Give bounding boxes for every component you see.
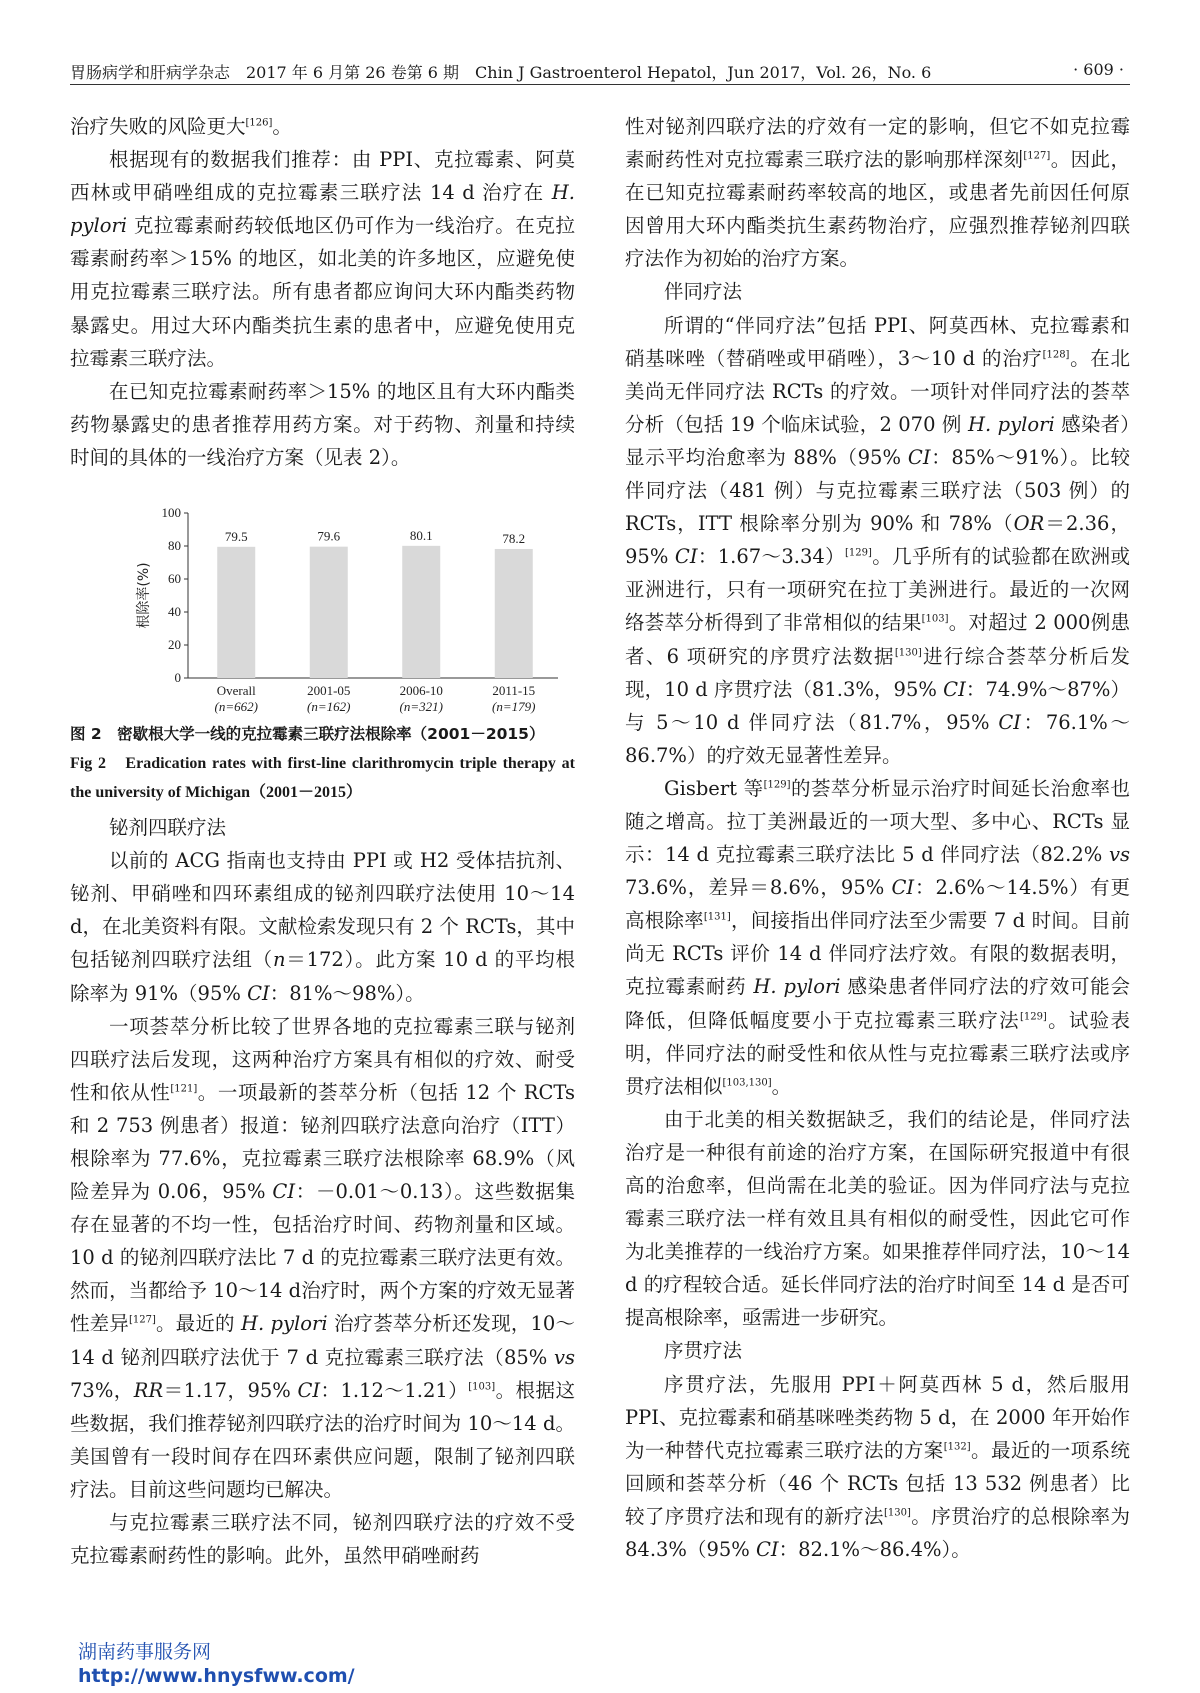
paragraph: 与克拉霉素三联疗法不同，铋剂四联疗法的疗效不受克拉霉素耐药性的影响。此外，虽然甲硝唑耐药: [70, 1511, 575, 1568]
y-tick-label: 80: [168, 538, 181, 554]
watermark-url[interactable]: http://www.hnysfww.com/: [78, 1665, 355, 1687]
section-heading: 序贯疗法: [664, 1339, 743, 1363]
bar: [495, 549, 533, 678]
section-heading: 铋剂四联疗法: [109, 816, 227, 840]
x-tick-sublabel: (n=162): [307, 699, 351, 715]
watermark: [78, 1640, 355, 1688]
paragraph: 治疗失败的风险更大[126]。: [70, 115, 292, 138]
bar: [402, 546, 440, 678]
watermark-name: 湖南药事服务网: [78, 1641, 212, 1663]
y-tick-label: 40: [168, 604, 181, 620]
paragraph: 所谓的“伴同疗法”包括 PPI、阿莫西林、克拉霉素和硝基咪唑（替硝唑或甲硝唑），3～10 d 的治疗[128]。在北美尚无伴同疗法 RCTs 的疗效。一项针对伴同疗法的荟萃分析（包括 19 个临床试验，2 070 例 H. pylori 感染者）显示平均治愈率为 88%（95% CI：85%～91%）。比较伴同疗法（481 例）与克拉霉素三联疗法（503 例）的 RCTs，ITT 根除率分别为 90% 和 78%（OR＝2.36，95% CI：1.67～3.34）[129]。几乎所有的试验都在欧洲或亚洲进行，只有一项研究在拉丁美洲进行。最近的一次网络荟萃分析得到了非常相似的结果[103]。对超过 2 000例患者、6 项研究的序贯疗法数据[130]进行综合荟萃分析后发现，10 d 序贯疗法（81.3%，95% CI：74.9%～87%）与 5～10 d 伴同疗法（81.7%，95% CI：76.1%～86.7%）的疗效无显著性差异。: [625, 313, 1131, 767]
x-tick-sublabel: (n=179): [492, 699, 536, 715]
journal-citation: 胃肠病学和肝病学杂志 2017 年 6 月第 26 卷第 6 期 Chin J Gastroenterol Hepatol，Jun 2017，Vol. 26，No. 6: [70, 63, 932, 82]
x-tick-label: 2011-15: [492, 683, 536, 699]
paragraph: 以前的 ACG 指南也支持由 PPI 或 H2 受体拮抗剂、铋剂、甲硝唑和四环素组成的铋剂四联疗法使用 10～14 d，在北美资料有限。文献检索发现只有 2 个 RCTs，其中包括铋剂四联疗法组（n＝172）。此方案 10 d 的平均根除率为 91%（95% CI：81%～98%）。: [70, 849, 575, 1005]
paragraph: 性对铋剂四联疗法的疗效有一定的影响，但它不如克拉霉素耐药性对克拉霉素三联疗法的影响那样深刻[127]。因此，在已知克拉霉素耐药率较高的地区，或患者先前因任何原因曾用大环内酯类抗生素药物治疗，应强烈推荐铋剂四联疗法作为初始的治疗方案。: [625, 115, 1130, 271]
x-tick-sublabel: (n=662): [214, 699, 258, 715]
x-tick-label: Overall: [216, 683, 256, 699]
x-tick-sublabel: (n=321): [399, 699, 443, 715]
data-label: 79.6: [317, 528, 341, 544]
y-axis-label: 根除率(%): [136, 562, 152, 629]
right-column: [625, 110, 1130, 1566]
bar-chart: [70, 480, 575, 720]
paragraph: 根据现有的数据我们推荐：由 PPI、克拉霉素、阿莫西林或甲硝唑组成的克拉霉素三联疗法 14 d 治疗在 H. pylori 克拉霉素耐药较低地区仍可作为一线治疗。在克拉霉素耐药率＞15% 的地区，如北美的许多地区，应避免使用克拉霉素三联疗法。所有患者都应询问大环内酯类药物暴露史。用过大环内酯类抗生素的患者中，应避免使用克拉霉素三联疗法。: [70, 148, 575, 370]
data-label: 80.1: [409, 527, 433, 543]
paragraph: 序贯疗法，先服用 PPI＋阿莫西林 5 d，然后服用 PPI、克拉霉素和硝基咪唑类药物 5 d，在 2000 年开始作为一种替代克拉霉素三联疗法的方案[132]。最近的一项系统回顾和荟萃分析（46 个 RCTs 包括 13 532 例患者）比较了序贯疗法和现有的新疗法[130]。序贯治疗的总根除率为 84.3%（95% CI：82.1%～86.4%）。: [625, 1372, 1130, 1562]
paragraph: 在已知克拉霉素耐药率＞15% 的地区且有大环内酯类药物暴露史的患者推荐用药方案。对于药物、剂量和持续时间的具体的一线治疗方案（见表 2）。: [70, 379, 575, 469]
figure-caption-cn: 图 2 密歇根大学一线的克拉霉素三联疗法根除率（2001－2015）: [70, 725, 545, 744]
data-label: 78.2: [502, 531, 526, 547]
paragraph: 由于北美的相关数据缺乏，我们的结论是，伴同疗法治疗是一种很有前途的治疗方案，在国际研究报道中有很高的治愈率，但尚需在北美的验证。因为伴同疗法与克拉霉素三联疗法一样有效且具有相似的耐受性，因此它可作为北美推荐的一线治疗方案。如果推荐伴同疗法，10～14 d 的疗程较合适。延长伴同疗法的治疗时间至 14 d 是否可提高根除率，亟需进一步研究。: [625, 1107, 1130, 1330]
y-tick-label: 100: [161, 505, 181, 521]
x-tick-label: 2006-10: [399, 683, 443, 699]
data-label: 79.5: [224, 528, 248, 544]
bar: [217, 547, 255, 678]
y-tick-label: 60: [168, 571, 181, 587]
bar: [310, 547, 348, 678]
figure-caption-en: Fig 2 Eradication rates with first-line clarithromycin triple therapy at the university of Michigan（2001－2015）: [70, 755, 575, 802]
y-tick-label: 20: [168, 637, 181, 653]
running-header: [70, 58, 1130, 85]
figure-2-chart: [70, 480, 575, 720]
paragraph: Gisbert 等[129]的荟萃分析显示治疗时间延长治愈率也随之增高。拉丁美洲最近的一项大型、多中心、RCTs 显示：14 d 克拉霉素三联疗法比 5 d 伴同疗法（82.2% vs 73.6%，差异＝8.6%，95% CI：2.6%～14.5%）有更高根除率[131]，间接指出伴同疗法至少需要 7 d 时间。目前尚无 RCTs 评价 14 d 伴同疗法疗效。有限的数据表明，克拉霉素耐药 H. pylori 感染患者伴同疗法的疗效可能会降低，但降低幅度要小于克拉霉素三联疗法[129]。试验表明，伴同疗法的耐受性和依从性与克拉霉素三联疗法或序贯疗法相似[103,130]。: [625, 776, 1130, 1098]
paragraph: 一项荟萃分析比较了世界各地的克拉霉素三联与铋剂四联疗法后发现，这两种治疗方案具有相似的疗效、耐受性和依从性[121]。一项最新的荟萃分析（包括 12 个 RCTs 和 2 753 例患者）报道：铋剂四联疗法意向治疗（ITT）根除率为 77.6%，克拉霉素三联疗法根除率 68.9%（风险差异为 0.06，95% CI：－0.01～0.13）。这些数据集存在显著的不均一性，包括治疗时间、药物剂量和区域。10 d 的铋剂四联疗法比 7 d 的克拉霉素三联疗法更有效。然而，当都给予 10～14 d治疗时，两个方案的疗效无显著性差异[127]。最近的 H. pylori 治疗荟萃分析还发现，10～14 d 铋剂四联疗法优于 7 d 克拉霉素三联疗法（85% vs 73%，RR＝1.17，95% CI：1.12～1.21）[103]。根据这些数据，我们推荐铋剂四联疗法的治疗时间为 10～14 d。美国曾有一段时间存在四环素供应问题，限制了铋剂四联疗法。目前这些问题均已解决。: [70, 1014, 575, 1501]
left-column: [70, 110, 575, 1572]
page-number: · 609 ·: [1073, 60, 1124, 79]
y-tick-label: 0: [174, 670, 181, 686]
section-heading: 伴同疗法: [664, 280, 743, 304]
x-tick-label: 2001-05: [307, 683, 351, 699]
